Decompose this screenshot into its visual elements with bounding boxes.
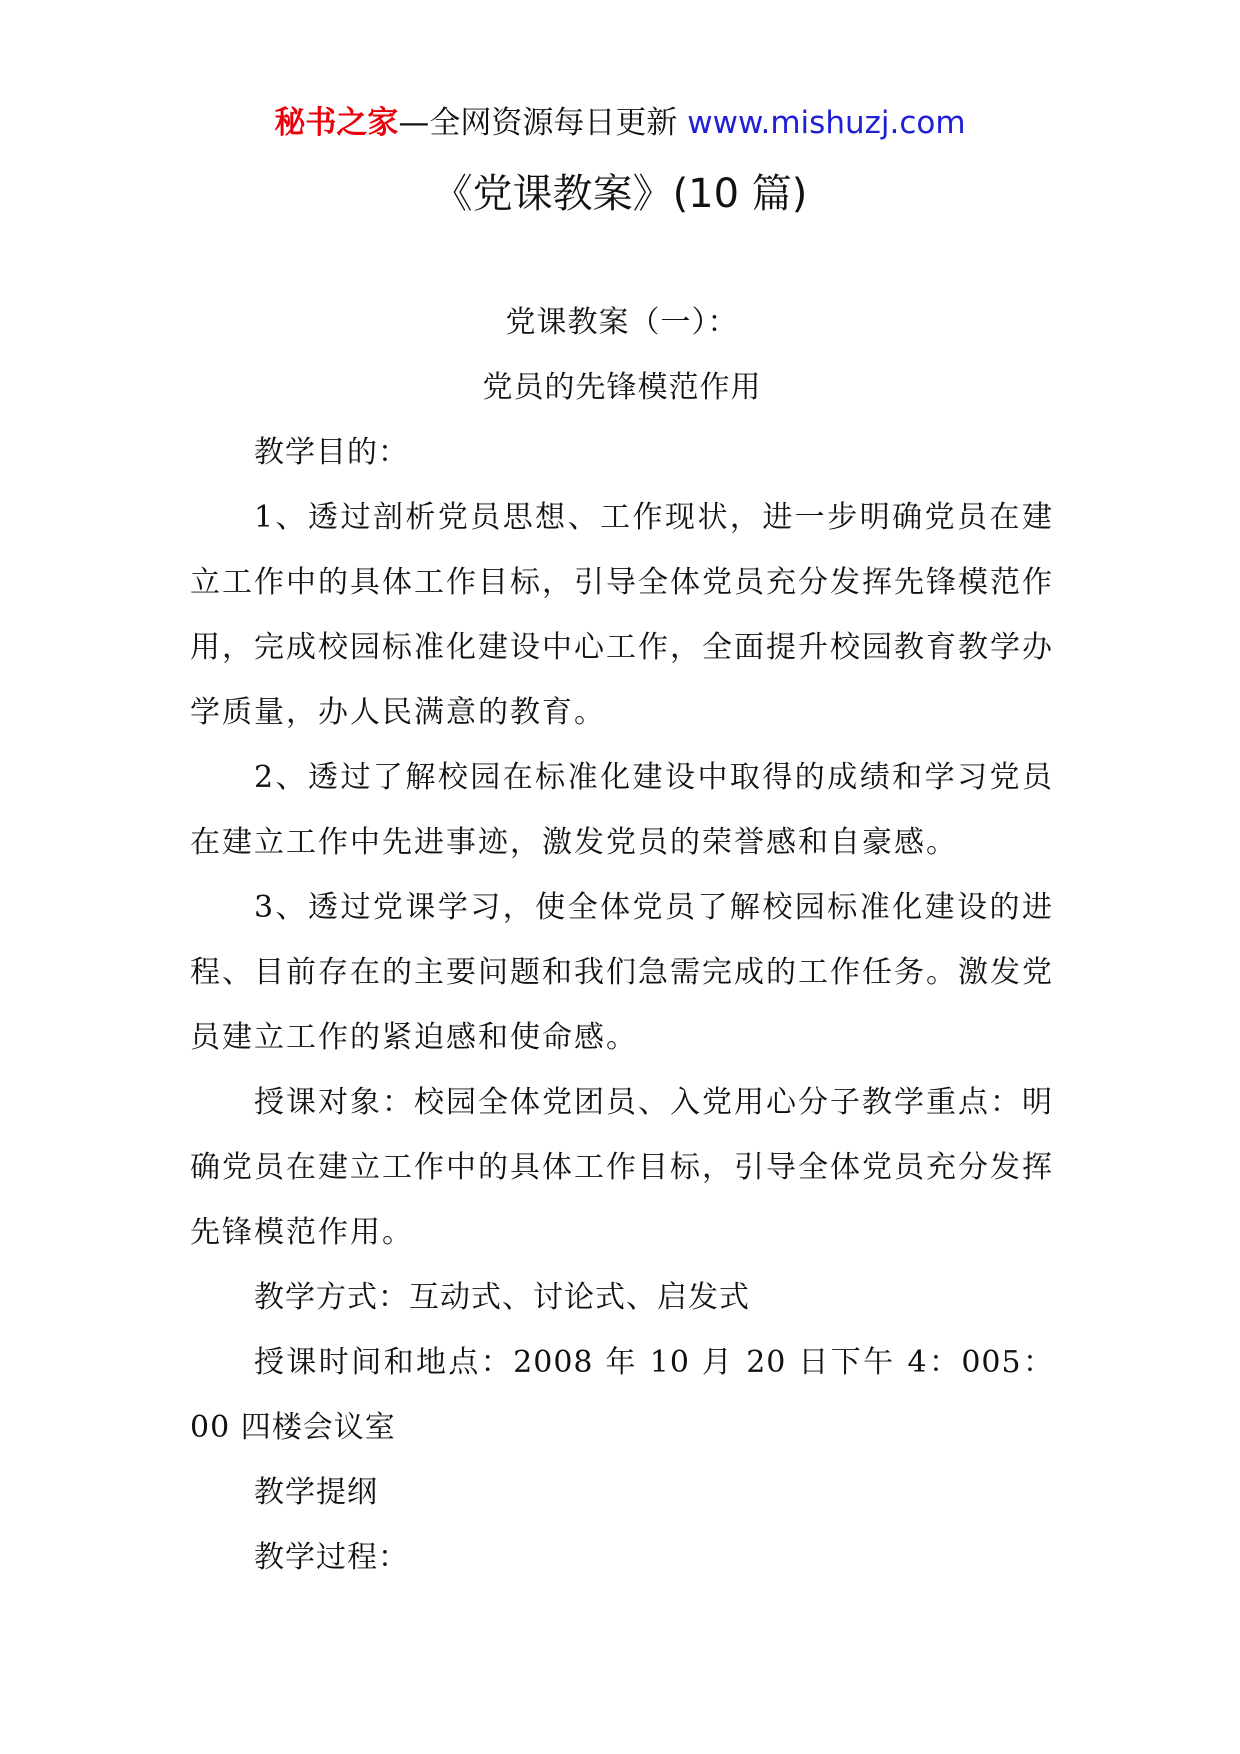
site-banner — [0, 98, 1240, 148]
paragraph-objectives-label: 教学目的： — [254, 435, 409, 470]
document-title: 《党课教案》(10 篇) — [432, 171, 808, 217]
paragraph-process-label: 教学过程： — [254, 1540, 409, 1575]
section-heading: 党课教案（一）： — [505, 305, 739, 340]
document-body — [190, 290, 1054, 1590]
site-tagline: —全网资源每日更新 — [398, 105, 678, 141]
paragraph-teaching-method: 教学方式：互动式、讨论式、启发式 — [254, 1280, 750, 1315]
paragraph-objective-1: 1、透过剖析党员思想、工作现状，进一步明确党员在建立工作中的具体工作目标，引导全体党员充分发挥先锋模范作用，完成校园标准化建设中心工作，全面提升校园教育教学办学质量，办人民满意的教育。 — [190, 500, 1054, 730]
section-subheading: 党员的先锋模范作用 — [482, 370, 762, 405]
site-name: 秘书之家 — [274, 105, 399, 141]
paragraph-objective-2: 2、透过了解校园在标准化建设中取得的成绩和学习党员在建立工作中先进事迹，激发党员的荣誉感和自豪感。 — [190, 760, 1054, 860]
paragraph-objective-3: 3、透过党课学习，使全体党员了解校园标准化建设的进程、目前存在的主要问题和我们急需完成的工作任务。激发党员建立工作的紧迫感和使命感。 — [190, 890, 1054, 1055]
paragraph-time-place: 授课时间和地点：2008 年 10 月 20 日下午 4：005：00 四楼会议室 — [190, 1345, 1054, 1445]
paragraph-audience: 授课对象：校园全体党团员、入党用心分子教学重点：明确党员在建立工作中的具体工作目标，引导全体党员充分发挥先锋模范作用。 — [190, 1085, 1054, 1250]
site-url-link[interactable]: www.mishuzj.com — [687, 105, 966, 141]
paragraph-outline-label: 教学提纲 — [254, 1475, 378, 1510]
